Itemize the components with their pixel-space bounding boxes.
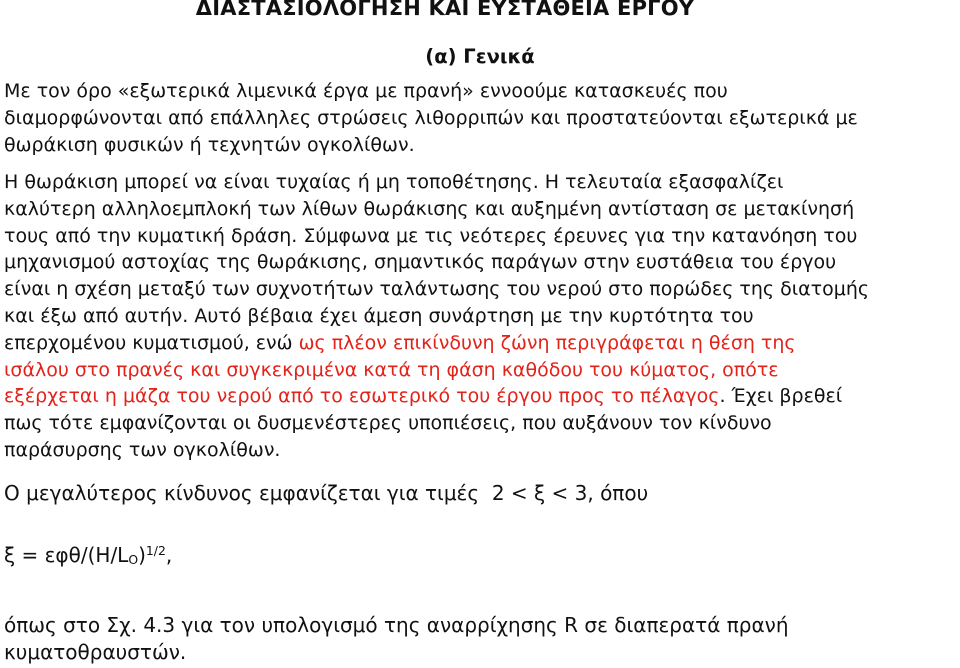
text-line: πως τότε εμφανίζονται οι δυσμενέστερες υποπιέσεις, που αυξάνουν τον κίνδυνο	[4, 412, 772, 435]
formula-subscript: O	[128, 551, 139, 567]
text-line: Με τον όρο «εξωτερικά λιμενικά έργα με πρανή» εννοούμε κατασκευές που	[4, 80, 728, 102]
risk-range-statement: Ο μεγαλύτερος κίνδυνος εμφανίζεται για τιμές 2 < ξ < 3, όπου	[4, 481, 649, 505]
text-line: μηχανισμού αστοχίας της θωράκισης, σημαντικός παράγων στην ευστάθεια του έργου	[4, 251, 837, 274]
formula-tail: ,	[165, 543, 173, 567]
slide-title: ΔΙΑΣΤΑΣΙΟΛΟΓΗΣΗ ΚΑΙ ΕΥΣΤΑΘΕΙΑ ΕΡΓΟΥ	[195, 0, 695, 20]
text-line: Η θωράκιση μπορεί να είναι τυχαίας ή μη τοποθέτησης. Η τελευταία εξασφαλίζει	[4, 171, 784, 193]
text-segment: . Έχει βρεθεί	[719, 385, 843, 408]
highlighted-text: εξέρχεται η μάζα του νερού από το εσωτερικό του έργου προς το πέλαγος	[4, 385, 720, 408]
reference-paragraph	[4, 612, 789, 666]
text-line: και έξω από αυτήν. Αυτό βέβαια έχει άμεση συνάρτηση με την κυρτότητα του	[4, 304, 754, 327]
iribarren-formula	[4, 542, 172, 569]
text-line: είναι η σχέση μεταξύ των συχνοτήτων ταλάντωσης του νερού στο πορώδες της διατομής	[4, 278, 870, 301]
text-line: καλύτερη αλληλοεμπλοκή των λίθων θωράκισης και αυξημένη αντίσταση σε μετακίνησή	[4, 197, 855, 220]
formula-exponent: 1/2	[145, 543, 166, 559]
formula-lhs: ξ = εφθ/(H/L	[4, 543, 129, 567]
text-line	[4, 330, 869, 357]
highlighted-text: ως πλέον επικίνδυνη ζώνη περιγράφεται η θέση της	[298, 331, 796, 354]
text-line: κυματοθραυστών.	[4, 639, 187, 664]
formula-close: )	[138, 543, 146, 567]
highlighted-text: ισάλου στο πρανές και συγκεκριμένα κατά τη φάση καθόδου του κύματος, οπότε	[4, 358, 779, 381]
text-line: διαμορφώνονται από επάλληλες στρώσεις λιθορριπών και προστατεύονται εξωτερικά με	[4, 106, 858, 129]
text-line	[4, 383, 869, 410]
armour-paragraph	[4, 169, 869, 464]
section-subtitle: (α) Γενικά	[425, 45, 535, 68]
intro-paragraph	[4, 78, 858, 158]
text-line: όπως στο Σχ. 4.3 για τον υπολογισμό της αναρρίχησης R σε διαπερατά πρανή	[4, 613, 789, 637]
text-line: θωράκιση φυσικών ή τεχνητών ογκολίθων.	[4, 133, 415, 156]
text-segment: επερχομένου κυματισμού, ενώ	[4, 331, 299, 354]
text-line: τους από την κυματική δράση. Σύμφωνα με τις νεότερες έρευνες για την κατανόηση του	[4, 224, 858, 247]
text-line: παράσυρσης των ογκολίθων.	[4, 438, 281, 461]
